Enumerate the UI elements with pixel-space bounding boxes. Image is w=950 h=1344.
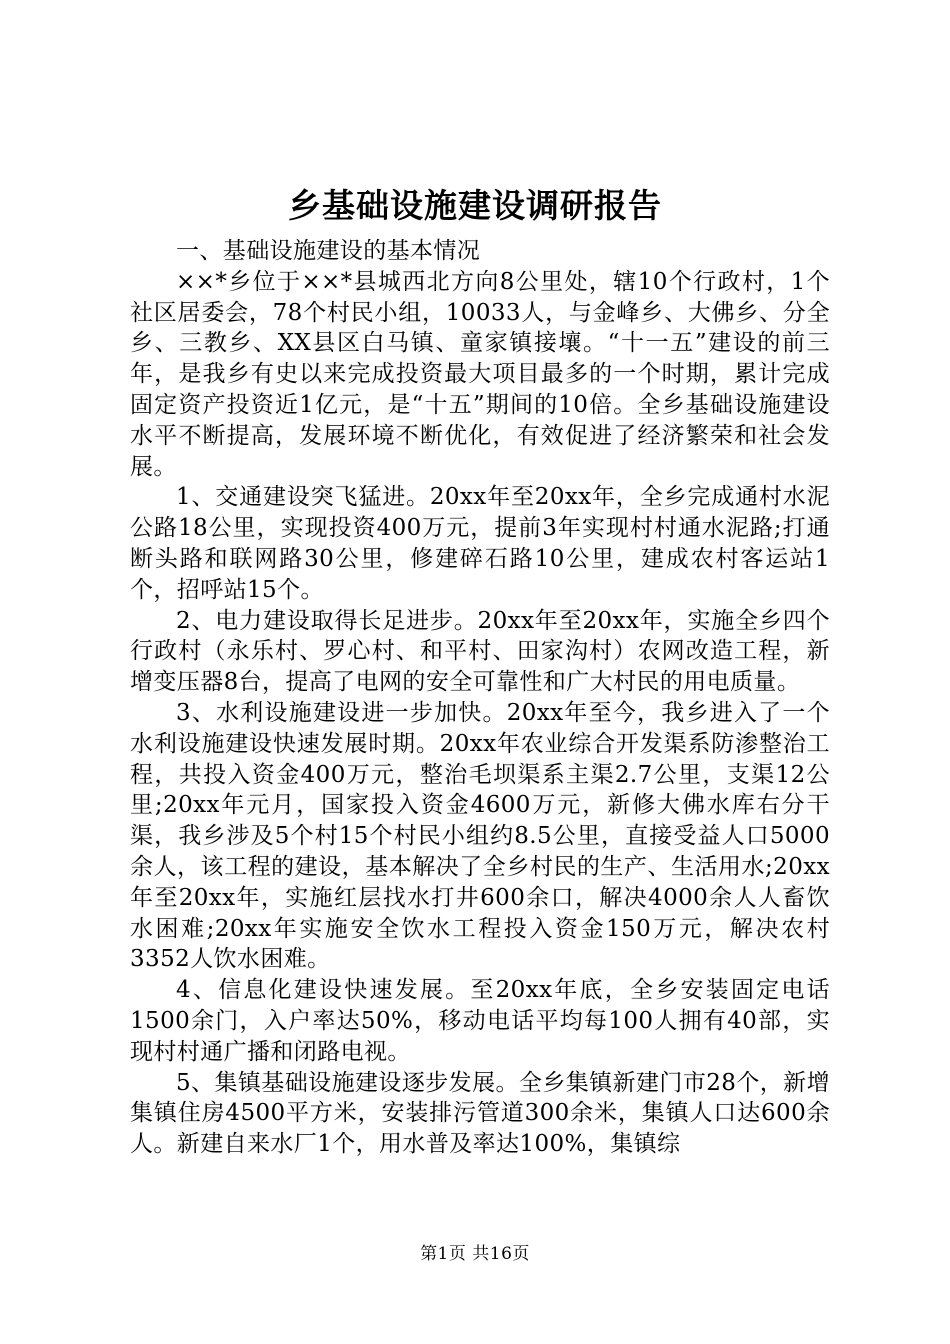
section-heading: 一、基础设施建设的基本情况 xyxy=(176,238,481,264)
paragraph-power: 2、电力建设取得长足进步。20xx年至20xx年，实施全乡四个行政村（永乐村、罗心村、和平村、田家沟村）农网改造工程，新增变压器8台，提高了电网的安全可靠性和广大村民的用电质量。 xyxy=(130,607,830,696)
document-body xyxy=(130,236,830,1160)
page-number: 第1页 共16页 xyxy=(420,1244,530,1264)
paragraph-town: 5、集镇基础设施建设逐步发展。全乡集镇新建门市28个，新增集镇住房4500平方米，安装排污管道300余米，集镇人口达600余人。新建自来水厂1个，用水普及率达100%，集镇综 xyxy=(130,1069,830,1158)
document-title: 乡基础设施建设调研报告 xyxy=(288,186,662,225)
paragraph-overview: ××*乡位于××*县城西北方向8公里处，辖10个行政村，1个社区居委会，78个村民小组，10033人，与金峰乡、大佛乡、分全乡、三教乡、XX县区白马镇、童家镇接壤。“十一五”建设的前三年，是我乡有史以来完成投资最大项目最多的一个时期，累计完成固定资产投资近1亿元，是“十五”期间的10倍。全乡基础设施建设水平不断提高，发展环境不断优化，有效促进了经济繁荣和社会发展。 xyxy=(130,268,830,480)
paragraph-transport: 1、交通建设突飞猛进。20xx年至20xx年，全乡完成通村水泥公路18公里，实现投资400万元，提前3年实现村村通水泥路;打通断头路和联网路30公里，修建碎石路10公里，建成农村客运站1个，招呼站15个。 xyxy=(130,484,830,603)
paragraph-information: 4、信息化建设快速发展。至20xx年底，全乡安装固定电话1500余门，入户率达50%，移动电话平均每100人拥有40部，实现村村通广播和闭路电视。 xyxy=(130,977,830,1065)
paragraph-water: 3、水利设施建设进一步加快。20xx年至今，我乡进入了一个水利设施建设快速发展时期。20xx年农业综合开发渠系防渗整治工程，共投入资金400万元，整治毛坝渠系主渠2.7公里，支渠12公里;20xx年元月，国家投入资金4600万元，新修大佛水库右分干渠，我乡涉及5个村15个村民小组约8.5公里，直接受益人口5000余人，该工程的建设，基本解决了全乡村民的生产、生活用水;20xx年至20xx年，实施红层找水打井600余口，解决4000余人人畜饮水困难;20xx年实施安全饮水工程投入资金150万元，解决农村3352人饮水困难。 xyxy=(130,699,830,973)
